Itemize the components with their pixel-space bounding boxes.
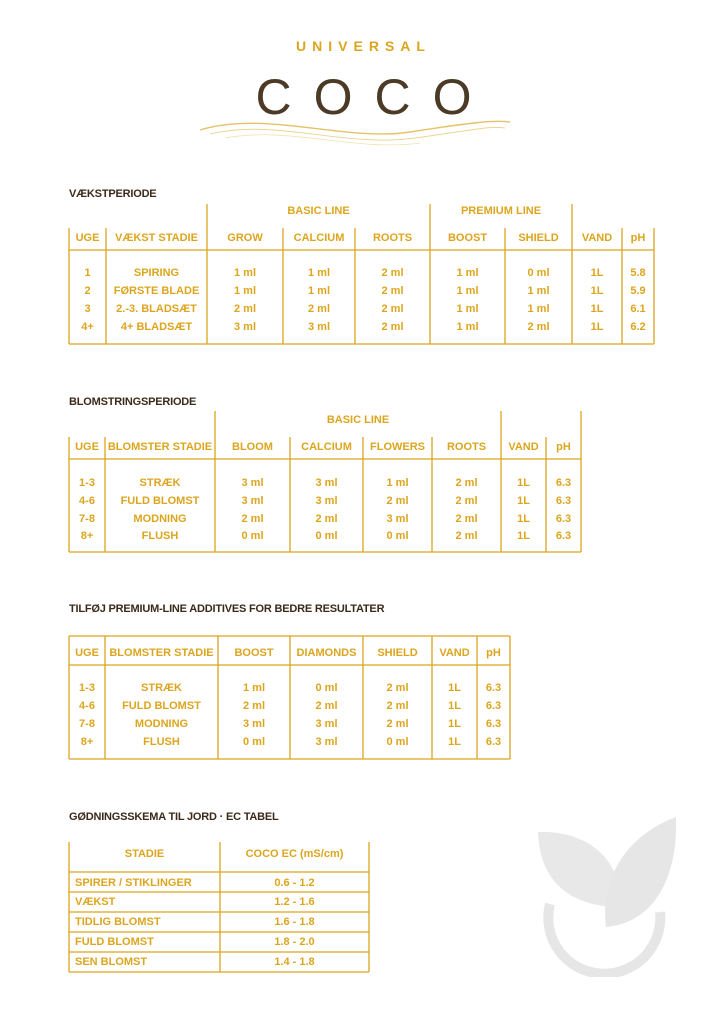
growth-table-cell: 1L: [590, 285, 604, 297]
bloom-table-cell: 1L: [517, 477, 530, 489]
premium-table-cell: 6.3: [485, 736, 502, 748]
bloom-table-cell: 6.3: [555, 513, 572, 525]
bloom-column-header: CALCIUM: [301, 441, 352, 453]
growth-table-cell: 2.-3. BLADSÆT: [116, 303, 197, 315]
bloom-table-cell: 2 ml: [241, 513, 264, 525]
bloom-table-cell: 1L: [517, 530, 530, 542]
bloom-column-header: VAND: [508, 441, 539, 453]
bloom-table-cell: FLUSH: [141, 530, 179, 542]
brand-title: COCO: [255, 69, 494, 125]
premium-table-cell: 2 ml: [386, 718, 409, 730]
growth-table-cell: 3: [84, 303, 91, 315]
premium-table-cell: 6.3: [485, 700, 502, 712]
growth-table-cell: 4+: [81, 321, 94, 333]
growth-column-header: CALCIUM: [293, 232, 345, 244]
premium-table-cell: FULD BLOMST: [122, 700, 201, 712]
premium-table-cell: 8+: [80, 736, 94, 748]
premium-column-header: VAND: [439, 647, 470, 659]
premium-table-cell: 1 ml: [242, 682, 265, 694]
growth-column-header: VAND: [581, 232, 613, 244]
bloom-table-cell: 2 ml: [455, 530, 478, 542]
bloom-table-cell: 2 ml: [386, 495, 409, 507]
bloom-table-cell: 1L: [517, 495, 530, 507]
bloom-table-cell: 3 ml: [315, 495, 338, 507]
growth-group-header: BASIC LINE: [287, 205, 350, 217]
growth-column-header: VÆKST STADIE: [115, 232, 198, 244]
growth-table-cell: 2 ml: [233, 303, 256, 315]
ec-value-cell: 1.8 - 2.0: [274, 936, 315, 948]
growth-table-cell: 1 ml: [527, 285, 550, 297]
bloom-table-cell: 2 ml: [455, 513, 478, 525]
premium-column-header: pH: [486, 647, 501, 659]
premium-table-cell: 1L: [448, 718, 461, 730]
ec-stage-cell: VÆKST: [75, 896, 116, 908]
growth-table-cell: 5.8: [630, 267, 646, 279]
growth-table-cell: 1L: [590, 321, 604, 333]
bloom-table-cell: 1-3: [79, 477, 95, 489]
growth-table-cell: 1 ml: [527, 303, 550, 315]
ec-column-header: COCO EC (mS/cm): [245, 848, 344, 860]
bloom-table-cell: 3 ml: [386, 513, 409, 525]
bloom-table-cell: 3 ml: [315, 477, 338, 489]
bloom-table-cell: MODNING: [133, 513, 187, 525]
growth-table-cell: 0 ml: [527, 267, 550, 279]
bloom-table-cell: 4-6: [79, 495, 95, 507]
premium-column-header: BLOMSTER STADIE: [109, 647, 214, 659]
bloom-table-cell: 0 ml: [386, 530, 409, 542]
growth-table-cell: 2 ml: [381, 321, 404, 333]
growth-table-cell: 6.1: [630, 303, 646, 315]
premium-table-cell: 6.3: [485, 718, 502, 730]
growth-column-header: BOOST: [447, 232, 488, 244]
bloom-table-cell: 0 ml: [315, 530, 338, 542]
growth-table-cell: FØRSTE BLADE: [113, 285, 200, 297]
growth-table-cell: 1 ml: [233, 285, 256, 297]
bloom-title: BLOMSTRINGSPERIODE: [69, 396, 197, 408]
growth-table-cell: 2: [84, 285, 91, 297]
growth-table-cell: 1L: [590, 303, 604, 315]
bloom-table-cell: 6.3: [555, 530, 572, 542]
bloom-table-cell: 2 ml: [455, 477, 478, 489]
brand-subtitle: UNIVERSAL: [296, 38, 431, 54]
premium-table-cell: 2 ml: [386, 700, 409, 712]
premium-table-cell: 0 ml: [242, 736, 265, 748]
growth-table-cell: 1 ml: [456, 267, 479, 279]
bloom-table-cell: 2 ml: [315, 513, 338, 525]
growth-column-header: GROW: [227, 232, 263, 244]
growth-table-cell: 1 ml: [456, 303, 479, 315]
growth-table-cell: 6.2: [630, 321, 646, 333]
growth-group-header: PREMIUM LINE: [460, 205, 542, 217]
growth-table-cell: 2 ml: [527, 321, 550, 333]
bloom-group-header: BASIC LINE: [326, 414, 390, 426]
growth-table-cell: 1L: [590, 267, 604, 279]
leaf-logo-icon: [528, 812, 678, 977]
growth-column-header: SHIELD: [518, 232, 559, 244]
bloom-table-cell: 6.3: [555, 495, 572, 507]
bloom-table-cell: 7-8: [79, 513, 95, 525]
premium-table-cell: 4-6: [79, 700, 95, 712]
premium-column-header: BOOST: [234, 647, 274, 659]
growth-table-cell: 1: [84, 267, 91, 279]
growth-table-cell: 3 ml: [307, 321, 330, 333]
growth-column-header: ROOTS: [372, 232, 413, 244]
premium-table-cell: 1L: [448, 700, 461, 712]
bloom-column-header: ROOTS: [446, 441, 487, 453]
bloom-column-header: UGE: [75, 441, 99, 453]
premium-table-cell: 2 ml: [315, 700, 338, 712]
growth-table-cell: 2 ml: [381, 303, 404, 315]
growth-table-cell: 1 ml: [456, 285, 479, 297]
growth-column-header: pH: [630, 232, 646, 244]
bloom-table-cell: 3 ml: [241, 477, 264, 489]
ec-value-cell: 1.6 - 1.8: [274, 916, 315, 928]
ec-stage-cell: SEN BLOMST: [75, 956, 148, 968]
premium-table-cell: 2 ml: [386, 682, 409, 694]
bloom-table-cell: 0 ml: [241, 530, 264, 542]
bloom-column-header: BLOOM: [232, 441, 273, 453]
bloom-table-cell: 2 ml: [455, 495, 478, 507]
ec-stage-cell: FULD BLOMST: [75, 936, 154, 948]
premium-table-cell: 3 ml: [242, 718, 265, 730]
growth-table-cell: 5.9: [630, 285, 646, 297]
premium-column-header: DIAMONDS: [296, 647, 357, 659]
growth-title: VÆKSTPERIODE: [69, 188, 157, 200]
premium-table-cell: 6.3: [485, 682, 502, 694]
premium-table-cell: 3 ml: [315, 718, 338, 730]
premium-table-cell: FLUSH: [143, 736, 180, 748]
growth-table-cell: 2 ml: [381, 267, 404, 279]
premium-table-cell: 1-3: [79, 682, 95, 694]
ec-stage-cell: TIDLIG BLOMST: [75, 916, 161, 928]
premium-column-header: UGE: [75, 647, 99, 659]
bloom-table-cell: 3 ml: [241, 495, 264, 507]
bloom-table-cell: 1L: [517, 513, 530, 525]
premium-table-cell: MODNING: [134, 718, 189, 730]
bloom-column-header: FLOWERS: [370, 441, 425, 453]
bloom-table-cell: 8+: [80, 530, 94, 542]
ec-stage-cell: SPIRER / STIKLINGER: [75, 877, 192, 889]
ec-value-cell: 1.4 - 1.8: [274, 956, 315, 968]
growth-column-header: UGE: [75, 232, 100, 244]
growth-table-cell: 1 ml: [307, 267, 330, 279]
growth-table-cell: 1 ml: [233, 267, 256, 279]
growth-table-cell: 1 ml: [307, 285, 330, 297]
bloom-table-cell: 6.3: [555, 477, 572, 489]
premium-table-cell: 1L: [448, 736, 461, 748]
premium-title: TILFØJ PREMIUM-LINE ADDITIVES FOR BEDRE RESULTATER: [69, 603, 385, 615]
bloom-column-header: BLOMSTER STADIE: [107, 441, 213, 453]
premium-table-cell: 0 ml: [386, 736, 409, 748]
premium-table-cell: 1L: [448, 682, 461, 694]
bloom-column-header: pH: [556, 441, 571, 453]
bloom-table-cell: STRÆK: [139, 477, 181, 489]
ec-value-cell: 1.2 - 1.6: [274, 896, 315, 908]
growth-table-cell: 1 ml: [456, 321, 479, 333]
premium-table-cell: 0 ml: [315, 682, 338, 694]
premium-table-cell: 3 ml: [315, 736, 338, 748]
ec-column-header: STADIE: [124, 848, 165, 860]
premium-table-cell: 2 ml: [242, 700, 265, 712]
premium-table-cell: 7-8: [79, 718, 95, 730]
growth-table-cell: 2 ml: [307, 303, 330, 315]
growth-table-cell: 4+ BLADSÆT: [120, 321, 193, 333]
growth-table-cell: 2 ml: [381, 285, 404, 297]
premium-table-cell: STRÆK: [141, 682, 182, 694]
ec-value-cell: 0.6 - 1.2: [274, 877, 315, 889]
premium-column-header: SHIELD: [377, 647, 418, 659]
ec-title: GØDNINGSSKEMA TIL JORD · EC TABEL: [69, 811, 279, 823]
growth-table-cell: 3 ml: [233, 321, 256, 333]
bloom-table-cell: FULD BLOMST: [120, 495, 200, 507]
bloom-table-cell: 1 ml: [386, 477, 409, 489]
growth-table-cell: SPIRING: [133, 267, 180, 279]
